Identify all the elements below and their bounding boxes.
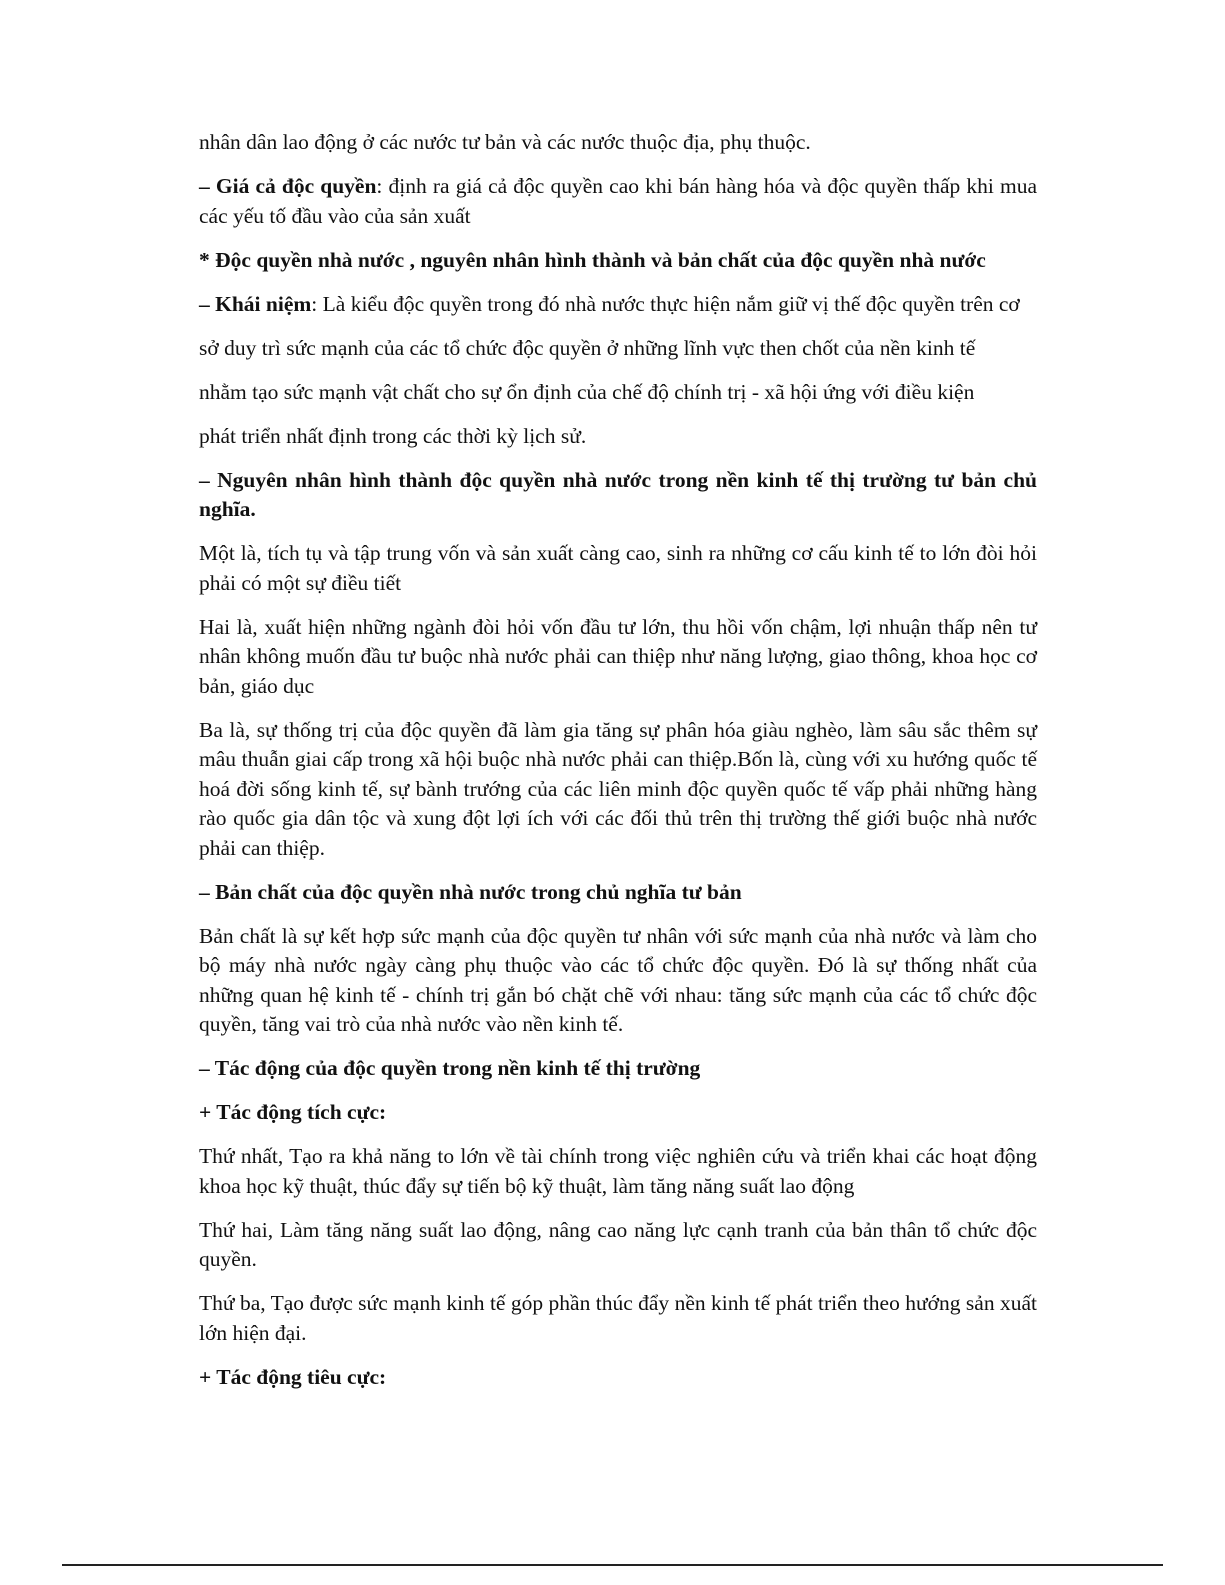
heading-text: * Độc quyền nhà nước , nguyên nhân hình thành và bản chất của độc quyền nhà nước bbox=[199, 247, 986, 272]
paragraph-concept-line-3 bbox=[199, 378, 1037, 408]
heading-text: – Tác động của độc quyền trong nền kinh tế thị trường bbox=[199, 1056, 701, 1080]
subheading-negative-impact bbox=[199, 1363, 1037, 1393]
section-heading-state-monopoly bbox=[199, 246, 1037, 276]
paragraph-cause-three-four bbox=[199, 716, 1037, 864]
paragraph-text: Bản chất là sự kết hợp sức mạnh của độc quyền tư nhân với sức mạnh của nhà nước và làm cho bộ máy nhà nước ngày càng phụ thuộc vào các tổ chức độc quyền. Đó là sự thống nhất của những quan hệ kinh tế - chính trị gắn bó chặt chẽ với nhau: tăng sức mạnh của các tổ chức độc quyền, tăng vai trò của nhà nước vào nền kinh tế. bbox=[199, 923, 1037, 1036]
paragraph-text: nhân dân lao động ở các nước tư bản và các nước thuộc địa, phụ thuộc. bbox=[199, 130, 811, 154]
document-page bbox=[199, 128, 1037, 1407]
heading-text: + Tác động tích cực: bbox=[199, 1100, 387, 1124]
paragraph-intro-continuation bbox=[199, 128, 1037, 158]
paragraph-concept-line-2 bbox=[199, 334, 1037, 364]
heading-text: – Nguyên nhân hình thành độc quyền nhà nước trong nền kinh tế thị trường tư bản chủ nghĩa. bbox=[199, 467, 1037, 521]
subheading-nature bbox=[199, 878, 1037, 908]
paragraph-nature bbox=[199, 922, 1037, 1040]
paragraph-text: Thứ ba, Tạo được sức mạnh kinh tế góp phần thúc đẩy nền kinh tế phát triển theo hướng sản xuất lớn hiện đại. bbox=[199, 1291, 1037, 1345]
paragraph-text: : Là kiểu độc quyền trong đó nhà nước thực hiện nắm giữ vị thế độc quyền trên cơ bbox=[311, 291, 1020, 316]
paragraph-cause-one bbox=[199, 539, 1037, 598]
paragraph-text: sở duy trì sức mạnh của các tổ chức độc quyền ở những lĩnh vực then chốt của nền kinh tế bbox=[199, 335, 976, 360]
paragraph-text: : định ra giá cả độc quyền cao khi bán hàng hóa và độc quyền thấp khi mua các yếu tố đầu vào của sản xuất bbox=[199, 174, 1037, 228]
subheading-causes bbox=[199, 466, 1037, 525]
page-bottom-rule bbox=[62, 1564, 1163, 1566]
paragraph-text: nhằm tạo sức mạnh vật chất cho sự ổn định của chế độ chính trị - xã hội ứng với điều kiện bbox=[199, 379, 975, 404]
paragraph-monopoly-price bbox=[199, 172, 1037, 231]
paragraph-concept-line-4 bbox=[199, 422, 1037, 452]
paragraph-text: Hai là, xuất hiện những ngành đòi hỏi vốn đầu tư lớn, thu hồi vốn chậm, lợi nhuận thấp nên tư nhân không muốn đầu tư buộc nhà nước phải can thiệp như năng lượng, giao thông, khoa học cơ bản, giáo dục bbox=[199, 614, 1037, 698]
paragraph-text: Ba là, sự thống trị của độc quyền đã làm gia tăng sự phân hóa giàu nghèo, làm sâu sắc thêm sự mâu thuẫn giai cấp trong xã hội buộc nhà nước phải can thiệp.Bốn là, cùng với xu hướng quốc tế hoá đời sống kinh tế, sự bành trướng của các liên minh độc quyền quốc tế vấp phải những hàng rào quốc gia dân tộc và xung đột lợi ích với các đối thủ trên thị trường thế giới buộc nhà nước phải can thiệp. bbox=[199, 717, 1037, 860]
paragraph-text: Thứ hai, Làm tăng năng suất lao động, nâng cao năng lực cạnh tranh của bản thân tổ chức độc quyền. bbox=[199, 1217, 1037, 1271]
paragraph-concept bbox=[199, 290, 1037, 320]
heading-text: – Bản chất của độc quyền nhà nước trong chủ nghĩa tư bản bbox=[199, 879, 742, 904]
paragraph-cause-two bbox=[199, 613, 1037, 702]
paragraph-text: phát triển nhất định trong các thời kỳ lịch sử. bbox=[199, 423, 587, 448]
paragraph-positive-second bbox=[199, 1216, 1037, 1275]
paragraph-positive-first bbox=[199, 1142, 1037, 1201]
term-label: – Khái niệm bbox=[199, 291, 312, 316]
paragraph-text: Thứ nhất, Tạo ra khả năng to lớn về tài chính trong việc nghiên cứu và triển khai các hoạt động khoa học kỹ thuật, thúc đẩy sự tiến bộ kỹ thuật, làm tăng năng suất lao động bbox=[199, 1144, 1037, 1198]
term-label: – Giá cả độc quyền bbox=[199, 174, 377, 198]
subheading-positive-impact bbox=[199, 1098, 1037, 1128]
paragraph-text: Một là, tích tụ và tập trung vốn và sản xuất càng cao, sinh ra những cơ cấu kinh tế to lớn đòi hỏi phải có một sự điều tiết bbox=[199, 541, 1037, 595]
subheading-impact bbox=[199, 1054, 1037, 1084]
heading-text: + Tác động tiêu cực: bbox=[199, 1364, 387, 1389]
paragraph-positive-third bbox=[199, 1289, 1037, 1348]
